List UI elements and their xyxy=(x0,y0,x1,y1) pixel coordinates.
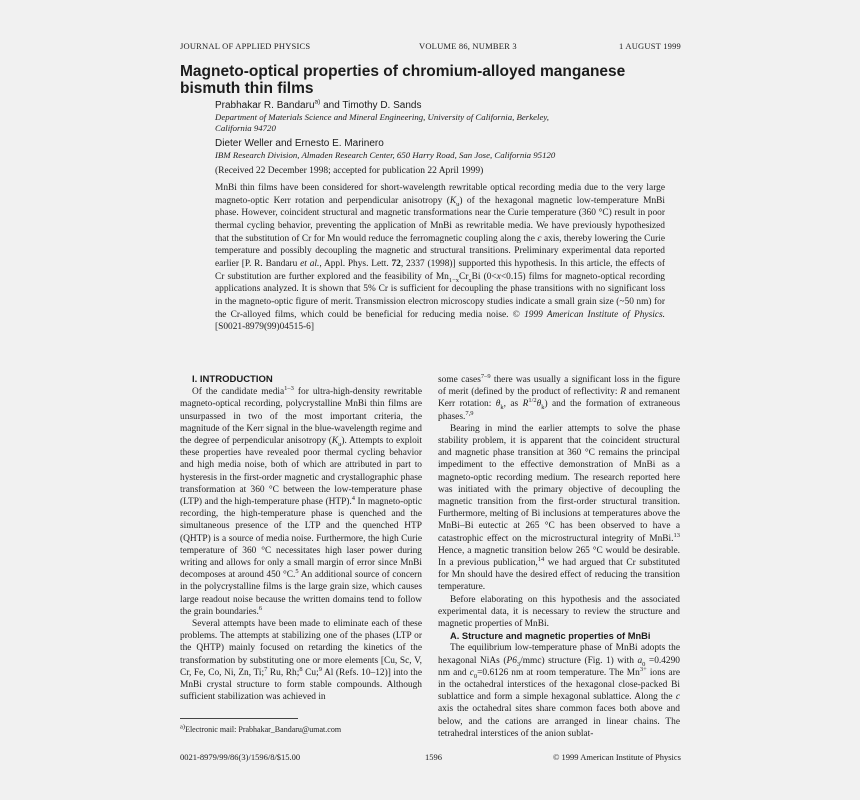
footnote-rule xyxy=(180,718,298,719)
right-column xyxy=(438,374,680,740)
body-text: Al (Refs. 10–12)] into the MnBi crystal structure to form stable compounds. Although sufficient stabilization was achieved in xyxy=(180,667,422,703)
math-symbol: a xyxy=(637,655,643,666)
left-column xyxy=(180,374,422,703)
citation: 7 xyxy=(264,665,268,673)
body-text: Several attempts have been made to eliminate each of these problems. The attempts at stabilizing one of the phases (LTP or the QHTP) mainly focused on retarding the kinetics of the transformation by substituting one or more elements [Cu, Sc, V, Cr, Fe, Co, Ni, Zn, Ti; xyxy=(180,619,422,678)
body-text: Cu; xyxy=(302,667,319,678)
math-symbol: x xyxy=(496,271,501,282)
math-subscript: 3 xyxy=(516,660,521,668)
citation: 5 xyxy=(295,568,299,576)
body-text: Bearing in mind the earlier attempts to solve the phase stability problem, it is apparent that the coincident structural and magnetic phase transition at 360 °C remains the principal impediment to the effective demonstration of MnBi as a magneto-optic recording medium. The research reported here was initiated with the primary objective of decoupling the magnetic transition from the first-order structural transition. Furthermore, melting of Bi inclusions at temperatures above the MnBi–Bi eutectic at 265 °C has been observed to have a catastrophic effect on the microstructural integrity of MnBi. xyxy=(438,423,680,544)
copyright-text: 1999 American Institute of Physics. xyxy=(524,309,665,320)
paragraph xyxy=(180,386,422,618)
affiliation-2: IBM Research Division, Almaden Research Center, 650 Harry Road, San Jose, California 95120 xyxy=(215,150,556,160)
body-text: Of the candidate media xyxy=(192,387,285,398)
body-text: =0.4290 nm and xyxy=(438,655,680,678)
citation: 1–3 xyxy=(284,385,294,393)
abstract-text: et al. xyxy=(300,258,320,269)
author-name: Prabhakar R. Bandaru xyxy=(215,100,315,111)
abstract-text: <0.15) films for magneto-optical recording applications analyzed. It is shown that 5% Cr is sufficient for decoupling the phase transitions with no significant loss in the magneto-optic figure of merit. Transmission electron microscopy studies indicate a small grain size (~50 nm) for the Cr-alloyed films, which could be beneficial for reducing media noise. © xyxy=(215,271,665,320)
footnote-marker: a) xyxy=(314,98,321,106)
math-symbol: θ xyxy=(495,399,501,410)
paragraph xyxy=(180,618,422,703)
citation: 4 xyxy=(351,494,356,502)
math-symbol: R xyxy=(522,399,529,410)
body-text: Ru, Rh; xyxy=(267,667,300,678)
footnote-text: Electronic mail: Prabhakar_Bandaru@umat.com xyxy=(185,725,342,734)
citation: 7–9 xyxy=(480,372,491,380)
author-line-1 xyxy=(215,100,685,111)
math-subscript: x xyxy=(468,276,472,284)
section-heading: I. INTRODUCTION xyxy=(192,374,273,385)
issue-date: 1 AUGUST 1999 xyxy=(619,41,681,51)
math-symbol: K xyxy=(331,436,339,447)
body-text: An additional source of concern in the polycrystalline films is the large grain size, which causes large readout noise because the written domains tend to follow the grain boundaries. xyxy=(180,570,422,617)
math-symbol: θ xyxy=(536,399,542,410)
body-text: =0.6126 nm at room temperature. The Mn xyxy=(477,667,640,678)
journal-name: JOURNAL OF APPLIED PHYSICS xyxy=(180,41,311,51)
body-text: Hence, a magnetic transition below 265 °C would be desirable. In a previous publication, xyxy=(438,545,680,569)
math-symbol: c xyxy=(675,692,680,703)
paragraph xyxy=(438,642,680,740)
body-text: and remanent Kerr rotation: xyxy=(438,387,680,410)
body-text: The equilibrium low-temperature phase of MnBi adopts the hexagonal NiAs ( xyxy=(438,643,680,666)
math-symbol: c xyxy=(469,667,474,678)
citation: 6 xyxy=(258,604,263,612)
citation: 7,9 xyxy=(465,409,474,417)
citation: 9 xyxy=(318,665,322,673)
volume-bold: 72 xyxy=(391,258,401,269)
affiliation-1-line-1: Department of Materials Science and Mineral Engineering, University of California, Berkeley, xyxy=(215,112,549,122)
abstract-text: Bi (0< xyxy=(471,271,497,282)
affiliation-1-line-2: California 94720 xyxy=(215,123,276,133)
body-text: /mmc xyxy=(520,655,542,666)
abstract-text: MnBi thin films have been considered for short-wavelength rewritable optical recording media due to the very large magneto-optic Kerr rotation and perpendicular anisotropy ( xyxy=(215,183,665,206)
body-text: we had argued that Cr substituted for Mn should have the desired effect of reducing the transition temperature. xyxy=(438,558,680,593)
paragraph xyxy=(438,423,680,594)
abstract-text: ) of the hexagonal magnetic low-temperature MnBi phase. However, coincident structural and magnetic transformations near the Curie temperature (360 °C) result in poor thermal cycling behavior, preventing the application of MnBi as rewritable media. We have previously hypothesized that the substitution of Cr for Mn would reduce the ferromagnetic coupling along the xyxy=(215,195,665,244)
abstract xyxy=(215,182,665,334)
math-subscript: 1−x xyxy=(448,276,460,284)
body-text: ions are in the octahedral interstices of the hexagonal close-packed Bi sublattice and form a simple hexagonal sublattice. Along the xyxy=(438,667,680,703)
body-text: some cases xyxy=(438,375,481,385)
citation: 13 xyxy=(673,531,680,539)
body-text: In magneto-optic recording, the high-temperature phase is quenched and the simultaneous presence of the LTP and the quenched HTP (QHTP) is a source of media noise. Furthermore, the high Curie temperature of 360 °C necessitates high laser power during writing and allows for only a small margin of error since MnBi decomposes at around 450 °C. xyxy=(180,497,422,581)
volume-number: VOLUME 86, NUMBER 3 xyxy=(419,41,517,51)
math-symbol: K xyxy=(449,195,457,206)
body-text: ). Attempts to exploit these properties have revealed poor thermal cycling behavior and high media noise, both of which are attributed in part to hysteresis in the first-order magnetic and crystallographic phase transformation at 360 °C between the low-temperature phase (LTP) and the high-temperature phase (HTP). xyxy=(180,436,422,508)
math-subscript: u xyxy=(338,440,342,448)
paper-title: Magneto-optical properties of chromium-alloyed manganese bismuth thin films xyxy=(180,63,626,97)
body-text: for ultra-high-density rewritable magneto-optical recording, polycrystalline MnBi thin films are unsurpassed in two of the most important criteria, the magnitude of the Kerr signal in the blue-wavelength regime and the degree of perpendicular anisotropy ( xyxy=(180,387,422,447)
citation: 14 xyxy=(537,555,545,563)
running-header xyxy=(180,41,681,53)
body-text: ) structure (Fig. 1) with xyxy=(541,655,638,666)
footnote xyxy=(180,725,341,734)
math-subscript: k xyxy=(500,404,504,412)
body-text: , as xyxy=(503,399,523,410)
math-subscript: 0 xyxy=(473,672,478,680)
abstract-text: , 2337 (1998)] supported this hypothesis. In this article, the effects of Cr substitution are further explored and the feasibility of Mn xyxy=(215,258,665,282)
abstract-text: Cr xyxy=(459,271,469,282)
math-superscript: 3+ xyxy=(639,665,647,673)
abstract-text: , Appl. Phys. Lett. xyxy=(319,258,392,269)
math-subscript: 0 xyxy=(642,660,646,668)
paragraph xyxy=(438,374,680,423)
paragraph: Before elaborating on this hypothesis and the associated experimental data, it is necessary to review the structure and magnetic properties of MnBi. xyxy=(438,594,680,630)
math-symbol: c xyxy=(537,233,542,244)
page-footer xyxy=(180,752,681,764)
article-code: 0021-8979/99/86(3)/1596/8/$15.00 xyxy=(180,752,301,762)
body-text: ) and the formation of extraneous phases. xyxy=(438,399,680,422)
abstract-text: axis, thereby lowering the Curie temperature and possibly decoupling the magnetic and structural transitions. Preliminary experimental data reported earlier [P. R. Bandaru xyxy=(215,233,665,269)
footnote-marker: a) xyxy=(180,723,186,731)
received-dates: (Received 22 December 1998; accepted for publication 22 April 1999) xyxy=(215,166,484,176)
body-text: axis the octahedral sites share common faces both above and below, and the cations are arranged in linear chains. The tetrahedral interstices of the anion sublat- xyxy=(438,704,680,739)
math-symbol: R xyxy=(620,387,626,398)
math-subscript: k xyxy=(541,404,545,412)
footer-copyright: © 1999 American Institute of Physics xyxy=(552,752,681,762)
math-superscript: 1/2 xyxy=(528,397,537,405)
citation: 8 xyxy=(299,665,303,673)
doi-text: [S0021-8979(99)04515-6] xyxy=(215,322,314,333)
author-name: and Timothy D. Sands xyxy=(320,100,422,111)
author-line-2: Dieter Weller and Ernesto E. Marinero xyxy=(215,138,384,149)
body-text: there was usually a significant loss in the figure of merit (defined by the product of reflectivity: xyxy=(438,375,680,398)
math-symbol: P6 xyxy=(506,655,517,666)
page-number: 1596 xyxy=(425,752,442,762)
subsection-heading: A. Structure and magnetic properties of MnBi xyxy=(450,631,651,642)
math-subscript: u xyxy=(456,200,460,208)
